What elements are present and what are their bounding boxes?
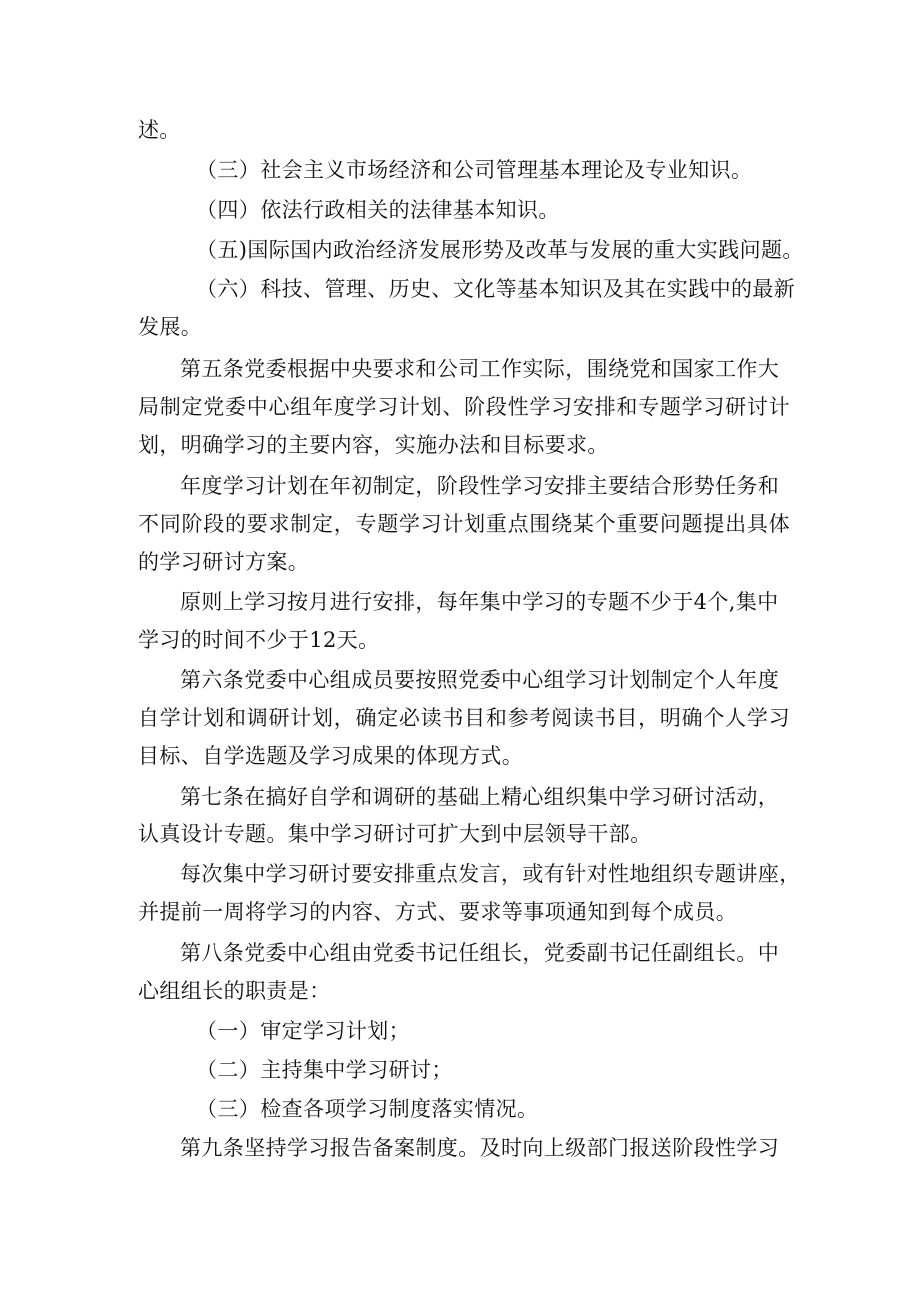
- text-line-2: （三）社会主义市场经济和公司管理基本理论及专业知识。: [196, 158, 753, 182]
- text-line-14: 学习的时间不少于12天。: [138, 628, 380, 652]
- text-line-3: （四）依法行政相关的法律基本知识。: [196, 198, 560, 222]
- text-line-9: 划，明确学习的主要内容，实施办法和目标要求。: [138, 433, 609, 457]
- text-line-4: （五)国际国内政治经济发展形势及改革与发展的重大实践问题。: [196, 238, 804, 262]
- text-line-26: （三）检查各项学习制度落实情况。: [196, 1097, 539, 1121]
- text-line-6: 发展。: [138, 315, 203, 339]
- text-line-1: 述。: [138, 118, 181, 142]
- text-line-21: 并提前一周将学习的内容、方式、要求等事项通知到每个成员。: [138, 900, 738, 924]
- text-line-11: 不同阶段的要求制定，专题学习计划重点围绕某个重要问题提出具体: [138, 512, 790, 536]
- text-line-8: 局制定党委中心组年度学习计划、阶段性学习安排和专题学习研讨计: [138, 395, 790, 419]
- text-line-17: 目标、自学选题及学习成果的体现方式。: [138, 744, 524, 768]
- text-line-20: 每次集中学习研讨要安排重点发言，或有针对性地组织专题讲座，: [180, 862, 801, 886]
- text-line-27: 第九条坚持学习报告备案制度。及时向上级部门报送阶段性学习: [180, 1136, 780, 1160]
- text-line-15: 第六条党委中心组成员要按照党委中心组学习计划制定个人年度: [180, 668, 780, 692]
- text-line-10: 年度学习计划在年初制定，阶段性学习安排主要结合形势任务和: [180, 474, 780, 498]
- text-line-25: （二）主持集中学习研讨；: [196, 1058, 453, 1082]
- text-line-22: 第八条党委中心组由党委书记任组长，党委副书记任副组长。中: [180, 941, 780, 965]
- text-line-12: 的学习研讨方案。: [138, 550, 310, 574]
- text-line-24: （一）审定学习计划；: [196, 1019, 410, 1043]
- text-line-23: 心组组长的职责是：: [138, 979, 331, 1003]
- text-line-19: 认真设计专题。集中学习研讨可扩大到中层领导干部。: [138, 822, 652, 846]
- text-line-5: （六）科技、管理、历史、文化等基本知识及其在实践中的最新: [196, 277, 796, 301]
- text-line-7: 第五条党委根据中央要求和公司工作实际，围绕党和国家工作大: [180, 357, 780, 381]
- text-line-13: 原则上学习按月进行安排，每年集中学习的专题不少于4个,集中: [180, 590, 779, 614]
- text-line-18: 第七条在搞好自学和调研的基础上精心组织集中学习研讨活动，: [180, 785, 780, 809]
- text-line-16: 自学计划和调研计划，确定必读书目和参考阅读书目，明确个人学习: [138, 706, 790, 730]
